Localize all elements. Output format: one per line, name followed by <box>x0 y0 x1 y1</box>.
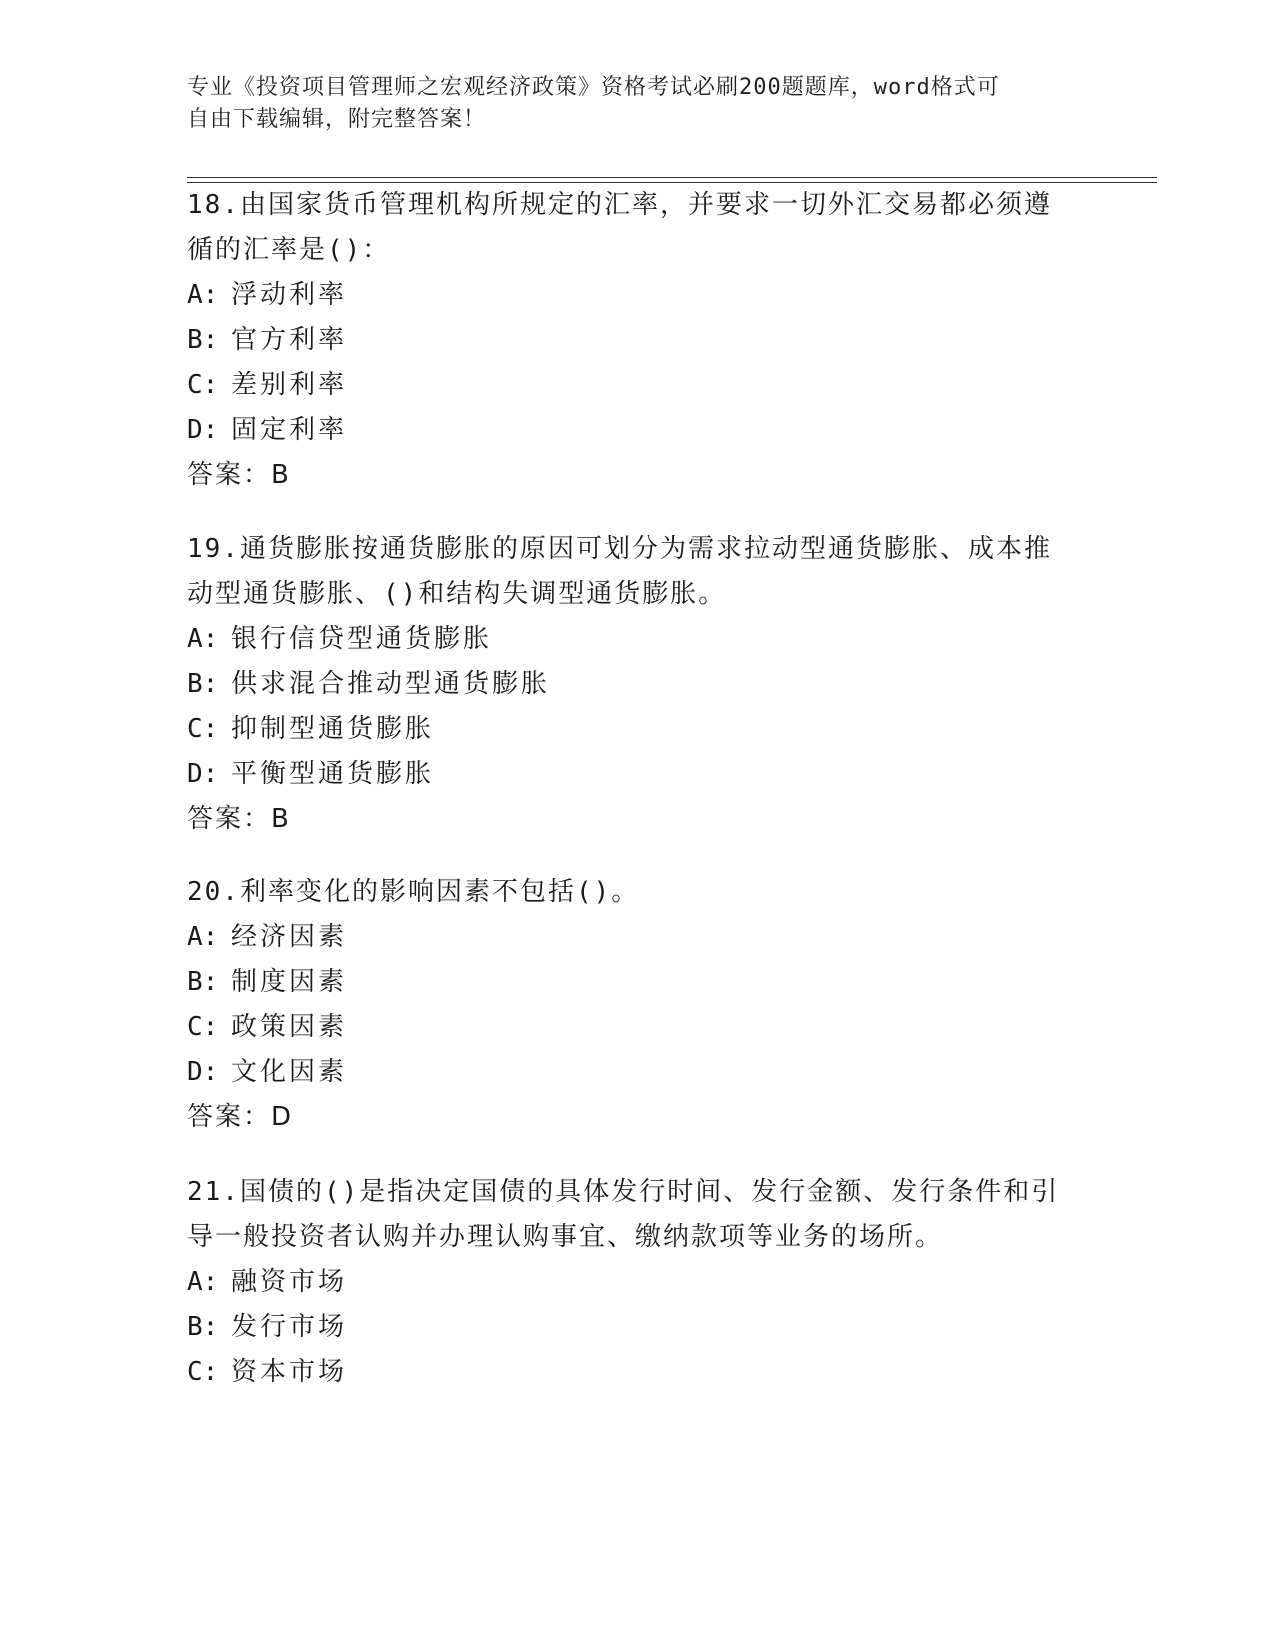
question-stem-line-1: 18.由国家货币管理机构所规定的汇率，并要求一切外汇交易都必须遵 <box>187 190 1052 220</box>
option-letter: A: <box>187 922 219 952</box>
option-c <box>187 1350 1087 1395</box>
option-text: 制度因素 <box>231 967 348 997</box>
option-letter: B: <box>187 1312 219 1342</box>
option-letter: C: <box>187 1357 219 1387</box>
question-stem-line-1: 20.利率变化的影响因素不包括()。 <box>187 877 640 907</box>
option-text: 供求混合推动型通货膨胀 <box>231 669 551 699</box>
option-d <box>187 752 1087 797</box>
option-letter: A: <box>187 1267 219 1297</box>
answer-label: 答案： <box>187 804 272 834</box>
question-18 <box>187 183 1087 498</box>
option-a <box>187 273 1087 318</box>
option-text: 银行信贷型通货膨胀 <box>231 624 493 654</box>
option-letter: D: <box>187 1057 219 1087</box>
option-text: 融资市场 <box>231 1267 348 1297</box>
question-21 <box>187 1170 1087 1395</box>
answer-value: B <box>271 804 289 834</box>
option-letter: B: <box>187 325 219 355</box>
option-a <box>187 1260 1087 1305</box>
option-text: 发行市场 <box>231 1312 348 1342</box>
question-stem-line-1: 19.通货膨胀按通货膨胀的原因可划分为需求拉动型通货膨胀、成本推 <box>187 534 1052 564</box>
document-header <box>187 72 1087 136</box>
option-text: 平衡型通货膨胀 <box>231 759 435 789</box>
question-20 <box>187 870 1087 1140</box>
answer-label: 答案： <box>187 460 272 490</box>
option-b <box>187 662 1087 707</box>
option-b <box>187 318 1087 363</box>
answer-line <box>187 1095 1087 1140</box>
option-text: 差别利率 <box>231 370 348 400</box>
option-d <box>187 408 1087 453</box>
option-c <box>187 707 1087 752</box>
option-c <box>187 1005 1087 1050</box>
option-a <box>187 617 1087 662</box>
option-text: 文化因素 <box>231 1057 348 1087</box>
option-letter: A: <box>187 280 219 310</box>
header-divider-top <box>187 177 1157 178</box>
question-stem-line-2: 导一般投资者认购并办理认购事宜、缴纳款项等业务的场所。 <box>187 1222 944 1252</box>
header-line-1: 专业《投资项目管理师之宏观经济政策》资格考试必刷200题题库，word格式可 <box>187 75 1000 100</box>
option-letter: D: <box>187 415 219 445</box>
answer-line <box>187 797 1087 842</box>
option-letter: C: <box>187 370 219 400</box>
question-stem-line-2: 动型通货膨胀、()和结构失调型通货膨胀。 <box>187 579 727 609</box>
option-text: 浮动利率 <box>231 280 348 310</box>
question-stem-line-1: 21.国债的()是指决定国债的具体发行时间、发行金额、发行条件和引 <box>187 1177 1060 1207</box>
answer-value: D <box>271 1102 292 1132</box>
option-d <box>187 1050 1087 1095</box>
option-letter: D: <box>187 759 219 789</box>
option-text: 经济因素 <box>231 922 348 952</box>
option-letter: C: <box>187 1012 219 1042</box>
option-letter: C: <box>187 714 219 744</box>
option-text: 固定利率 <box>231 415 348 445</box>
answer-label: 答案： <box>187 1102 272 1132</box>
answer-line <box>187 453 1087 498</box>
option-letter: B: <box>187 967 219 997</box>
question-19 <box>187 527 1087 842</box>
option-text: 抑制型通货膨胀 <box>231 714 435 744</box>
option-b <box>187 1305 1087 1350</box>
question-stem-line-2: 循的汇率是()： <box>187 235 391 265</box>
option-text: 资本市场 <box>231 1357 348 1387</box>
option-c <box>187 363 1087 408</box>
header-line-2: 自由下载编辑，附完整答案！ <box>187 107 487 132</box>
option-text: 官方利率 <box>231 325 348 355</box>
option-a <box>187 915 1087 960</box>
option-letter: B: <box>187 669 219 699</box>
option-letter: A: <box>187 624 219 654</box>
option-text: 政策因素 <box>231 1012 348 1042</box>
option-b <box>187 960 1087 1005</box>
answer-value: B <box>271 460 289 490</box>
